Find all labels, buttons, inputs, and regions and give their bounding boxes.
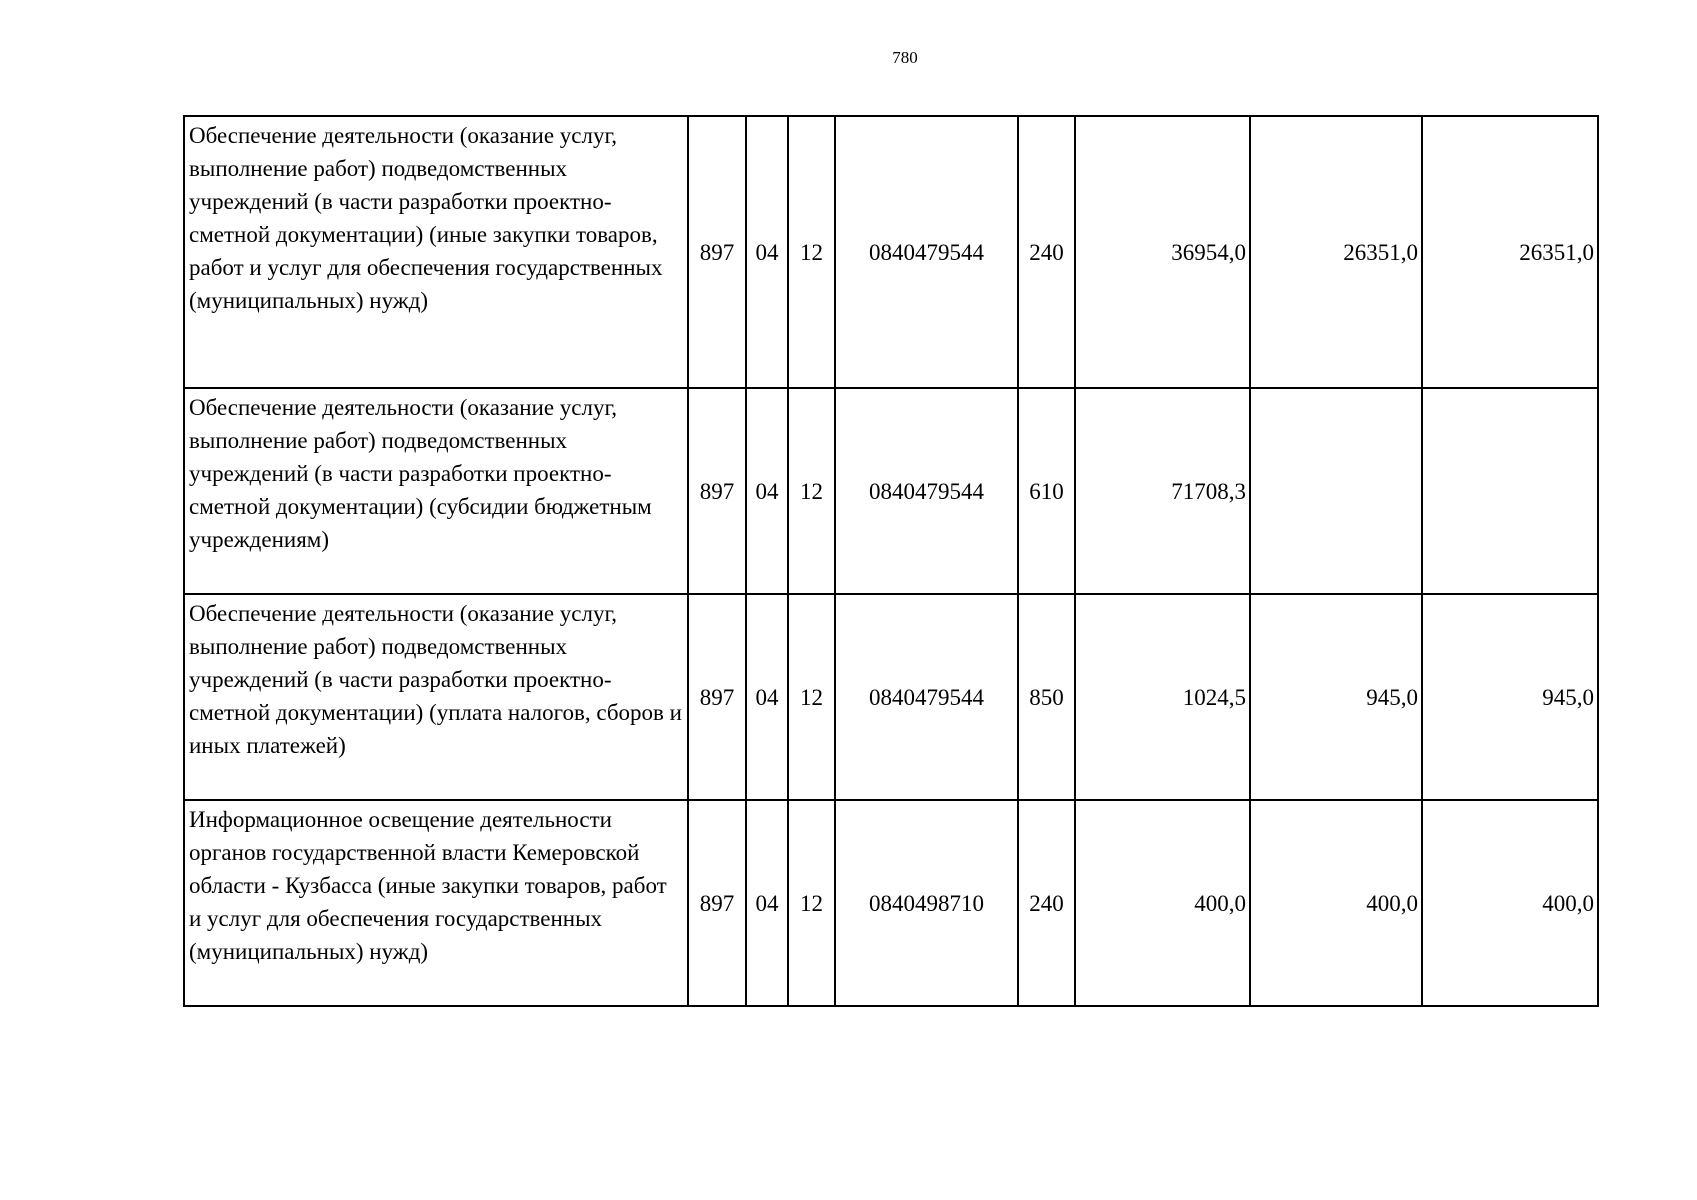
amount-1-cell: 400,0 xyxy=(1075,800,1250,1006)
row-name-cell: Информационное освещение деятельности органов государственной власти Кемеровской области - Кузбасса (иные закупки товаров, работ и услуг для обеспечения государственных (муниципальных) нужд) xyxy=(184,800,688,1006)
table-row xyxy=(184,594,1598,800)
subsection-cell: 12 xyxy=(788,594,835,800)
amount-3-cell: 400,0 xyxy=(1422,800,1598,1006)
amount-2-cell: 26351,0 xyxy=(1250,116,1422,388)
ministry-code-cell: 897 xyxy=(688,800,746,1006)
target-article-cell: 0840498710 xyxy=(835,800,1018,1006)
section-cell: 04 xyxy=(746,116,788,388)
amount-1-cell: 71708,3 xyxy=(1075,388,1250,594)
section-cell: 04 xyxy=(746,388,788,594)
expense-type-cell: 850 xyxy=(1018,594,1075,800)
section-cell: 04 xyxy=(746,594,788,800)
expense-type-cell: 240 xyxy=(1018,116,1075,388)
target-article-cell: 0840479544 xyxy=(835,594,1018,800)
section-cell: 04 xyxy=(746,800,788,1006)
amount-3-cell: 26351,0 xyxy=(1422,116,1598,388)
ministry-code-cell: 897 xyxy=(688,594,746,800)
target-article-cell: 0840479544 xyxy=(835,116,1018,388)
budget-table xyxy=(183,115,1599,1007)
subsection-cell: 12 xyxy=(788,116,835,388)
table-row xyxy=(184,116,1598,388)
table-row xyxy=(184,388,1598,594)
amount-3-cell xyxy=(1422,388,1598,594)
expense-type-cell: 240 xyxy=(1018,800,1075,1006)
amount-1-cell: 1024,5 xyxy=(1075,594,1250,800)
subsection-cell: 12 xyxy=(788,800,835,1006)
row-name-cell: Обеспечение деятельности (оказание услуг, выполнение работ) подведомственных учреждений (в части разработки проектно-сметной документации) (уплата налогов, сборов и иных платежей) xyxy=(184,594,688,800)
table-row xyxy=(184,800,1598,1006)
amount-2-cell xyxy=(1250,388,1422,594)
ministry-code-cell: 897 xyxy=(688,116,746,388)
amount-2-cell: 400,0 xyxy=(1250,800,1422,1006)
page-number: 780 xyxy=(892,48,918,67)
row-name-cell: Обеспечение деятельности (оказание услуг, выполнение работ) подведомственных учреждений (в части разработки проектно-сметной документации) (субсидии бюджетным учреждениям) xyxy=(184,388,688,594)
amount-3-cell: 945,0 xyxy=(1422,594,1598,800)
row-name-cell: Обеспечение деятельности (оказание услуг, выполнение работ) подведомственных учреждений (в части разработки проектно-сметной документации) (иные закупки товаров, работ и услуг для обеспечения государственных (муниципальных) нужд) xyxy=(184,116,688,388)
amount-2-cell: 945,0 xyxy=(1250,594,1422,800)
ministry-code-cell: 897 xyxy=(688,388,746,594)
subsection-cell: 12 xyxy=(788,388,835,594)
expense-type-cell: 610 xyxy=(1018,388,1075,594)
target-article-cell: 0840479544 xyxy=(835,388,1018,594)
amount-1-cell: 36954,0 xyxy=(1075,116,1250,388)
